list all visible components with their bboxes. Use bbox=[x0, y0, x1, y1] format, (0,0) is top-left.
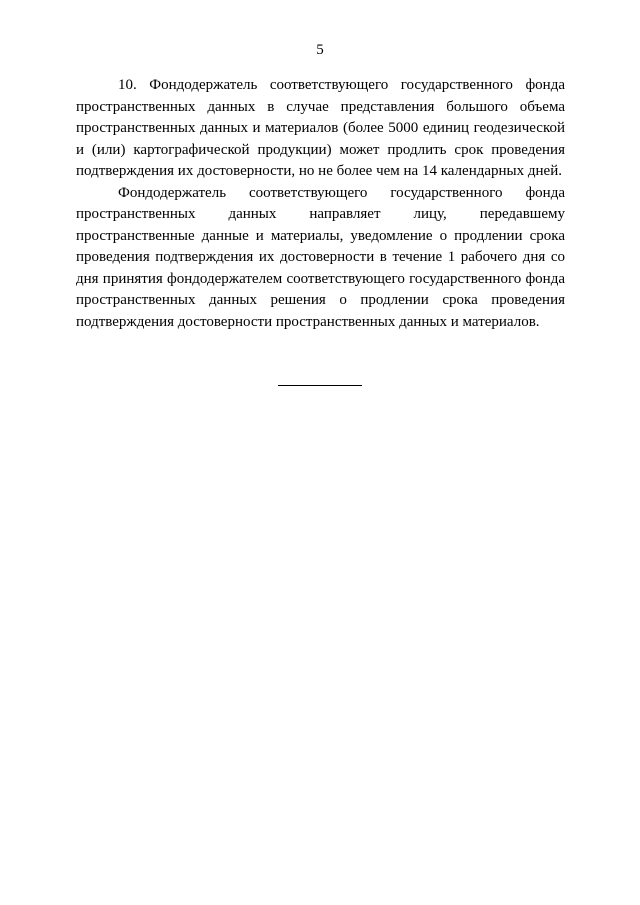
paragraph-item-10: 10. Фондодержатель соответствующего государственного фонда пространственных данных в случае представления большого объема пространственных данных и материалов (более 5000 единиц геодезической и (или) картографической продукции) может продлить срок проведения подтверждения их достоверности, но не более чем на 14 календарных дней. bbox=[76, 77, 565, 179]
paragraph-notification: Фондодержатель соответствующего государственного фонда пространственных данных направляет лицу, передавшему пространственные данные и материалы, уведомление о продлении срока проведения подтверждения их достоверности в течение 1 рабочего дня со дня принятия фондодержателем соответствующего государственного фонда пространственных данных решения о продлении срока проведения подтверждения достоверности пространственных данных и материалов. bbox=[76, 184, 565, 330]
page-number: 5 bbox=[316, 42, 324, 58]
end-separator-line bbox=[278, 385, 362, 386]
document-body bbox=[76, 75, 565, 333]
